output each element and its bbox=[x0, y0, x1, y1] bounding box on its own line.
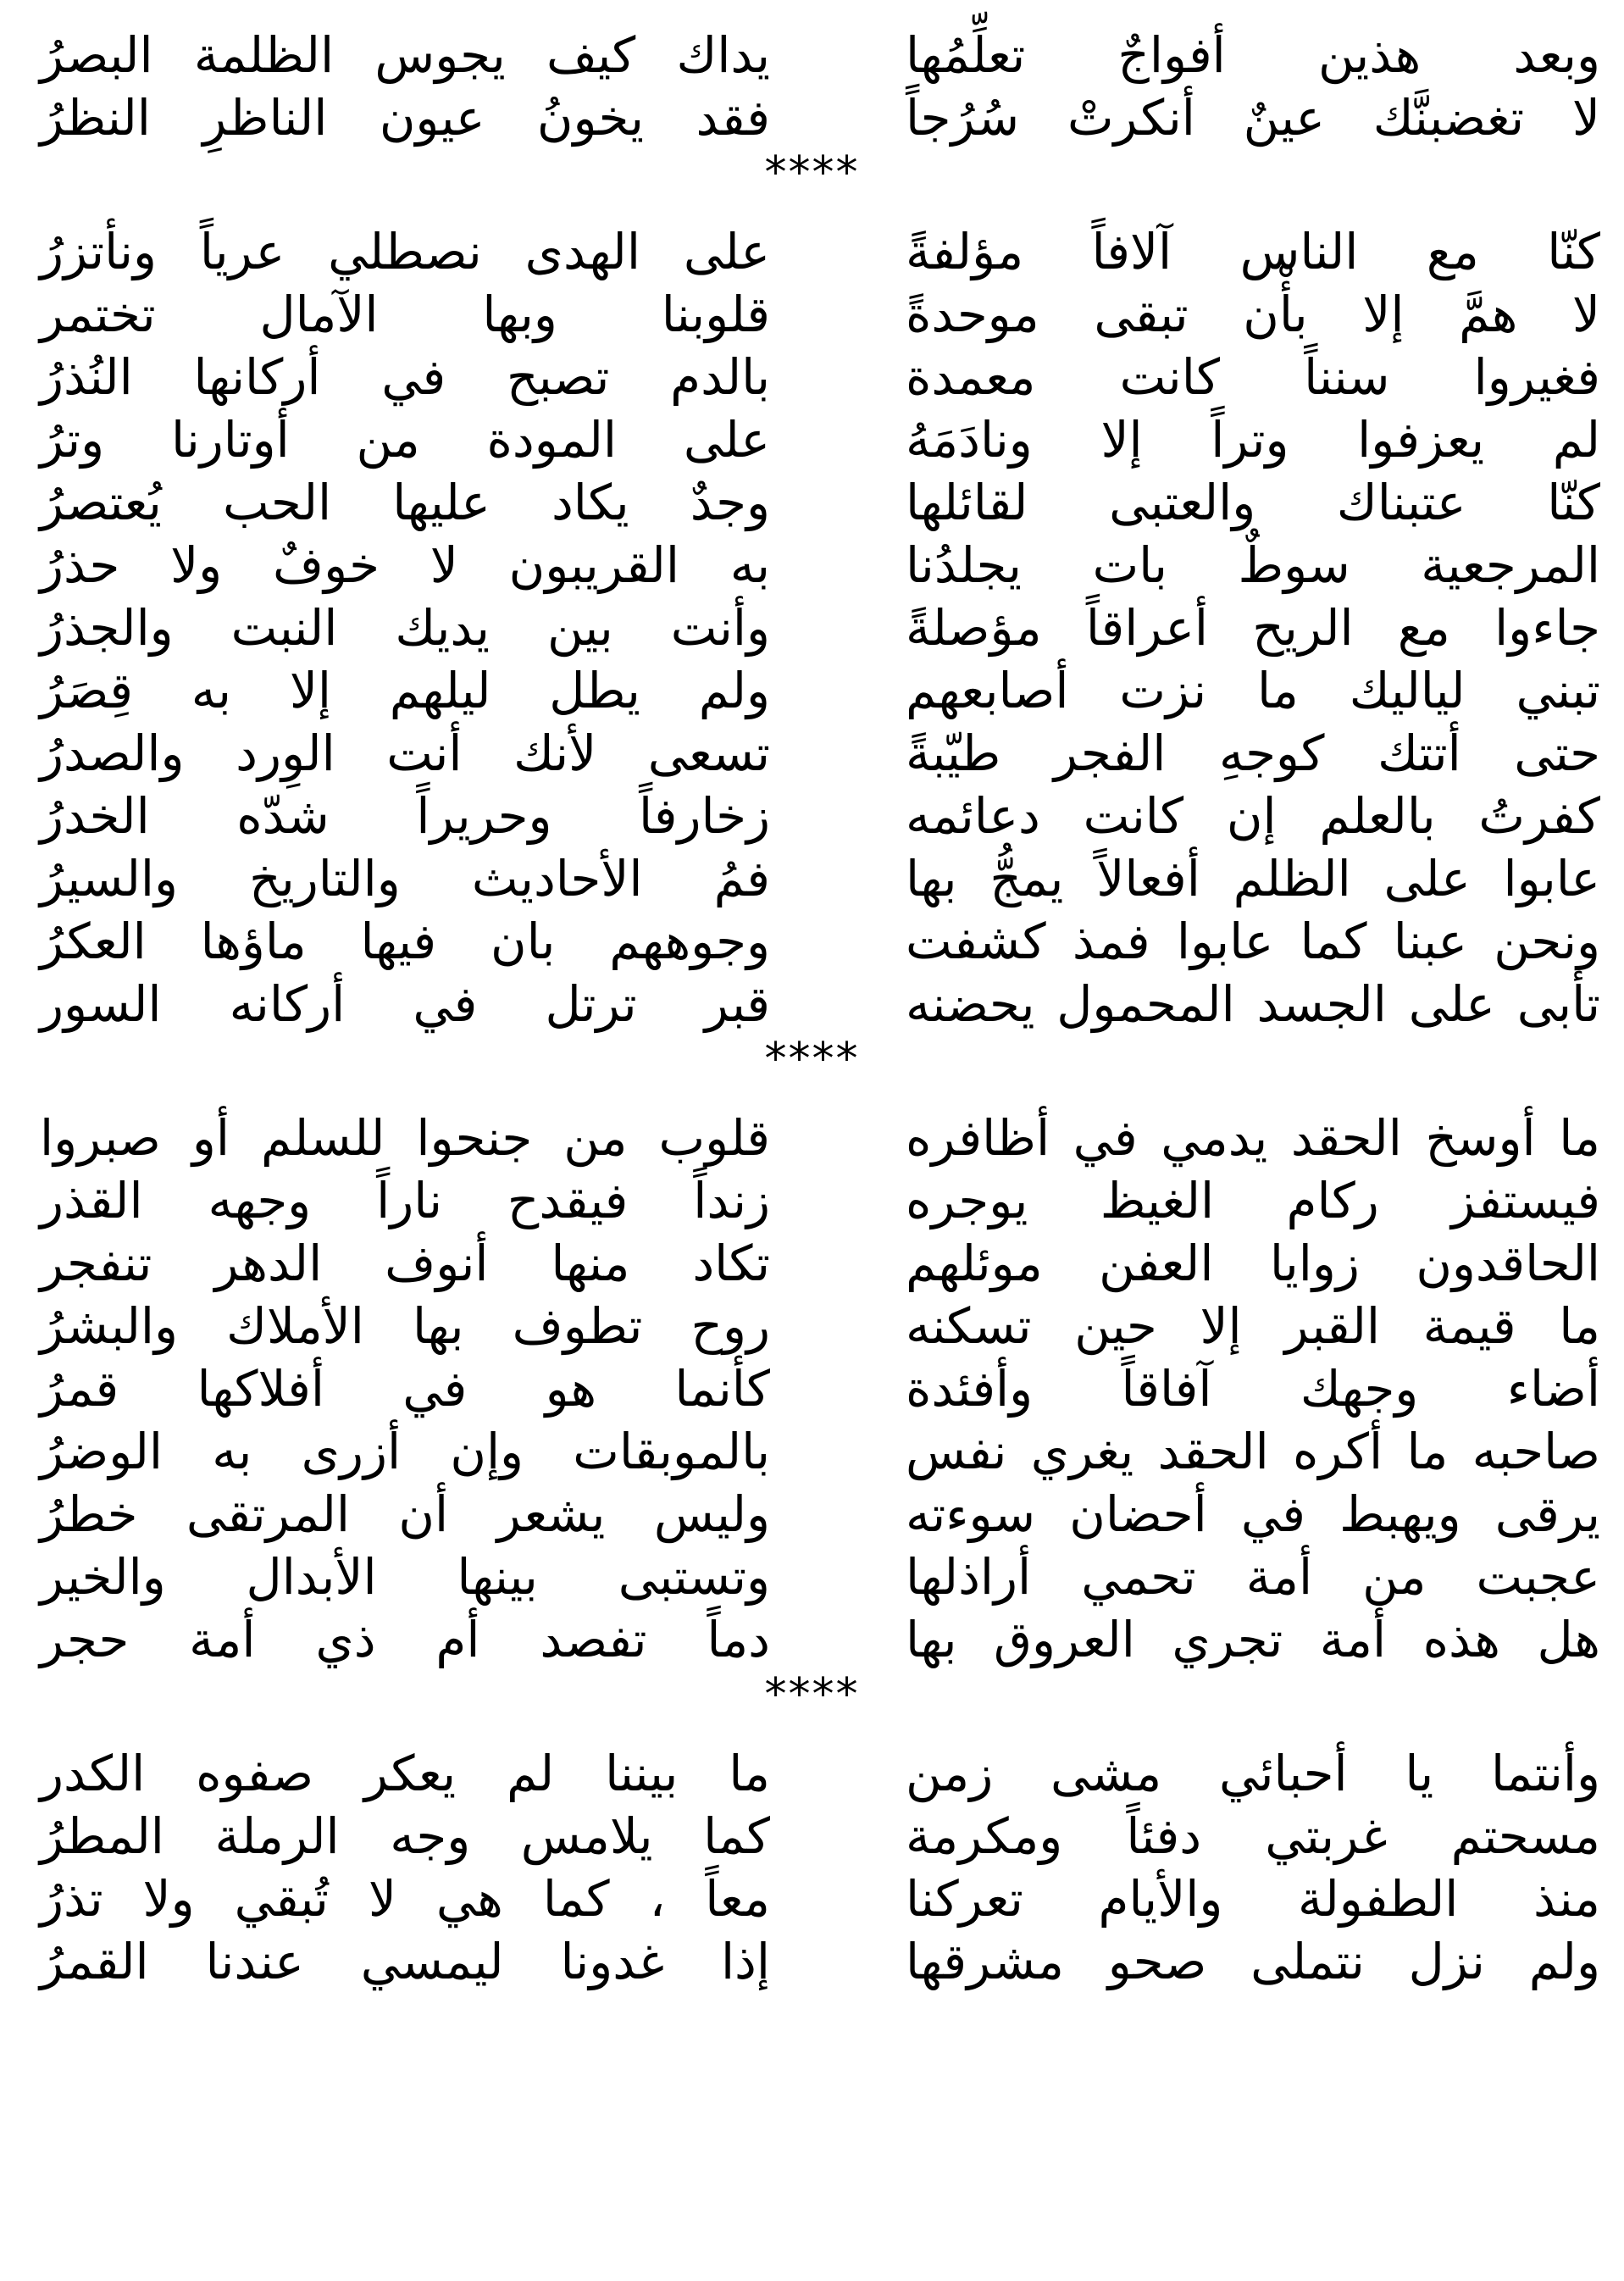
verse-line bbox=[0, 220, 1624, 283]
verse-second-hemistich: تسعى لأنك أنت الوِرد والصدرُ bbox=[40, 724, 770, 782]
verse-second-hemistich: فمُ الأحاديث والتاريخ والسيرُ bbox=[40, 850, 770, 907]
verse-line bbox=[0, 1483, 1624, 1546]
verse-line bbox=[0, 1357, 1624, 1420]
verse-line bbox=[0, 1232, 1624, 1295]
verse-line bbox=[0, 785, 1624, 847]
verse-line bbox=[0, 1546, 1624, 1608]
verse-first-hemistich: كنّا مع الناس آلافاً مؤلفةً bbox=[906, 223, 1600, 280]
verse-line bbox=[0, 1608, 1624, 1671]
verse-line bbox=[0, 534, 1624, 597]
verse-first-hemistich: ولم نزل نتملى صحو مشرقها bbox=[906, 1933, 1600, 1990]
verse-line bbox=[0, 910, 1624, 973]
verse-second-hemistich: زخارفاً وحريراً شدّه الخدرُ bbox=[40, 787, 770, 845]
verse-second-hemistich: قلوبنا وبها الآمال تختمر bbox=[40, 286, 770, 343]
verse-first-hemistich: الحاقدون زوايا العفن موئلهم bbox=[906, 1235, 1600, 1292]
verse-first-hemistich: عجبت من أمة تحمي أراذلها bbox=[906, 1548, 1600, 1606]
verse-first-hemistich: أضاء وجهك آفاقاً وأفئدة bbox=[906, 1360, 1600, 1418]
verse-line bbox=[0, 1742, 1624, 1805]
verse-line bbox=[0, 1868, 1624, 1930]
verse-first-hemistich: هل هذه أمة تجري العروق بها bbox=[906, 1611, 1600, 1668]
verse-second-hemistich: على المودة من أوتارنا وترُ bbox=[40, 411, 770, 469]
verse-second-hemistich: تكاد منها أنوف الدهر تنفجر bbox=[40, 1235, 770, 1292]
verse-second-hemistich: روح تطوف بها الأملاك والبشرُ bbox=[40, 1297, 770, 1355]
verse-first-hemistich: صاحبه ما أكره الحقد يغري نفس bbox=[906, 1423, 1600, 1480]
verse-second-hemistich: وجوههم بان فيها ماؤها العكرُ bbox=[40, 913, 770, 970]
verse-first-hemistich: جاءوا مع الريح أعراقاً مؤصلةً bbox=[906, 599, 1600, 657]
stanza-separator: **** bbox=[764, 1669, 860, 1720]
verse-second-hemistich: كما يلامس وجه الرملة المطرُ bbox=[40, 1807, 770, 1865]
verse-line bbox=[0, 659, 1624, 722]
verse-line bbox=[0, 722, 1624, 785]
verse-line bbox=[0, 973, 1624, 1035]
verse-second-hemistich: بالموبقات وإن أزرى به الوضرُ bbox=[40, 1423, 770, 1480]
verse-second-hemistich: بالدم تصبح في أركانها النُذرُ bbox=[40, 348, 770, 406]
verse-second-hemistich: وليس يشعر أن المرتقى خطرُ bbox=[40, 1485, 770, 1543]
verse-line bbox=[0, 86, 1624, 149]
verse-first-hemistich: ما أوسخ الحقد يدمي في أظافره bbox=[906, 1109, 1600, 1167]
stanza-separator: **** bbox=[764, 1034, 860, 1085]
verse-second-hemistich: دماً تفصد أم ذي أمة حجر bbox=[40, 1611, 770, 1668]
verse-second-hemistich: ولم يطل ليلهم إلا به قِصَرُ bbox=[40, 662, 770, 719]
verse-line bbox=[0, 1295, 1624, 1357]
verse-second-hemistich: قلوب من جنحوا للسلم أو صبروا bbox=[40, 1109, 770, 1167]
verse-second-hemistich: على الهدى نصطلي عرياً ونأتزرُ bbox=[40, 223, 770, 280]
verse-second-hemistich: كأنما هو في أفلاكها قمرُ bbox=[40, 1360, 770, 1418]
verse-second-hemistich: معاً ، كما هي لا تُبقي ولا تذرُ bbox=[40, 1870, 770, 1928]
verse-line bbox=[0, 1930, 1624, 1993]
verse-line bbox=[0, 1805, 1624, 1868]
verse-first-hemistich: ونحن عبنا كما عابوا فمذ كشفت bbox=[906, 913, 1600, 970]
verse-second-hemistich: ما بيننا لم يعكر صفوه الكدر bbox=[40, 1745, 770, 1802]
verse-first-hemistich: منذ الطفولة والأيام تعركنا bbox=[906, 1870, 1600, 1928]
verse-second-hemistich: قبر ترتل في أركانه السور bbox=[40, 975, 770, 1033]
verse-first-hemistich: مسحتم غربتي دفئاً ومكرمة bbox=[906, 1807, 1600, 1865]
verse-first-hemistich: كفرتُ بالعلم إن كانت دعائمه bbox=[906, 787, 1600, 845]
verse-first-hemistich: وبعد هذين أفواجٌ تعلِّمُها bbox=[906, 26, 1600, 84]
verse-second-hemistich: وتستبى بينها الأبدال والخير bbox=[40, 1548, 770, 1606]
verse-first-hemistich: لا تغضبنَّك عينٌ أنكرتْ سُرُجاً bbox=[906, 89, 1600, 147]
verse-first-hemistich: تبني لياليك ما نزت أصابعهم bbox=[906, 662, 1600, 719]
verse-second-hemistich: يداك كيف يجوس الظلمة البصرُ bbox=[40, 26, 770, 84]
verse-second-hemistich: فقد يخونُ عيون الناظرِ النظرُ bbox=[40, 89, 770, 147]
verse-second-hemistich: زنداً فيقدح ناراً وجهه القذر bbox=[40, 1172, 770, 1229]
verse-second-hemistich: به القريبون لا خوفٌ ولا حذرُ bbox=[40, 536, 770, 594]
verse-first-hemistich: تأبى على الجسد المحمول يحضنه bbox=[906, 975, 1600, 1033]
verse-line bbox=[0, 471, 1624, 534]
verse-line bbox=[0, 24, 1624, 86]
verse-first-hemistich: عابوا على الظلم أفعالاً يمجُّ بها bbox=[906, 850, 1600, 907]
verse-first-hemistich: كنّا عتبناك والعتبى لقائلها bbox=[906, 474, 1600, 531]
verse-first-hemistich: المرجعية سوطٌ بات يجلدُنا bbox=[906, 536, 1600, 594]
verse-line bbox=[0, 597, 1624, 659]
verse-first-hemistich: حتى أتتك كوجهِ الفجر طيّبةً bbox=[906, 724, 1600, 782]
verse-first-hemistich: فغيروا سنناً كانت معمدة bbox=[906, 348, 1600, 406]
verse-line bbox=[0, 283, 1624, 346]
verse-second-hemistich: وجدٌ يكاد عليها الحب يُعتصرُ bbox=[40, 474, 770, 531]
stanza-separator: **** bbox=[764, 147, 860, 198]
verse-second-hemistich: إذا غدونا ليمسي عندنا القمرُ bbox=[40, 1933, 770, 1990]
verse-first-hemistich: يرقى ويهبط في أحضان سوءته bbox=[906, 1485, 1600, 1543]
verse-first-hemistich: لا همَّ إلا بأْن تبقى موحدةً bbox=[906, 286, 1600, 343]
verse-line bbox=[0, 1420, 1624, 1483]
verse-second-hemistich: وأنت بين يديك النبت والجذرُ bbox=[40, 599, 770, 657]
verse-line bbox=[0, 408, 1624, 471]
verse-line bbox=[0, 847, 1624, 910]
verse-first-hemistich: وأنتما يا أحبائي مشى زمن bbox=[906, 1745, 1600, 1802]
verse-first-hemistich: لم يعزفوا وتراً إلا ونادَمَهُ bbox=[906, 411, 1600, 469]
verse-line bbox=[0, 1169, 1624, 1232]
verse-first-hemistich: ما قيمة القبر إلا حين تسكنه bbox=[906, 1297, 1600, 1355]
verse-first-hemistich: فيستفز ركام الغيظ يوجره bbox=[906, 1172, 1600, 1229]
verse-line bbox=[0, 1107, 1624, 1169]
verse-line bbox=[0, 346, 1624, 408]
